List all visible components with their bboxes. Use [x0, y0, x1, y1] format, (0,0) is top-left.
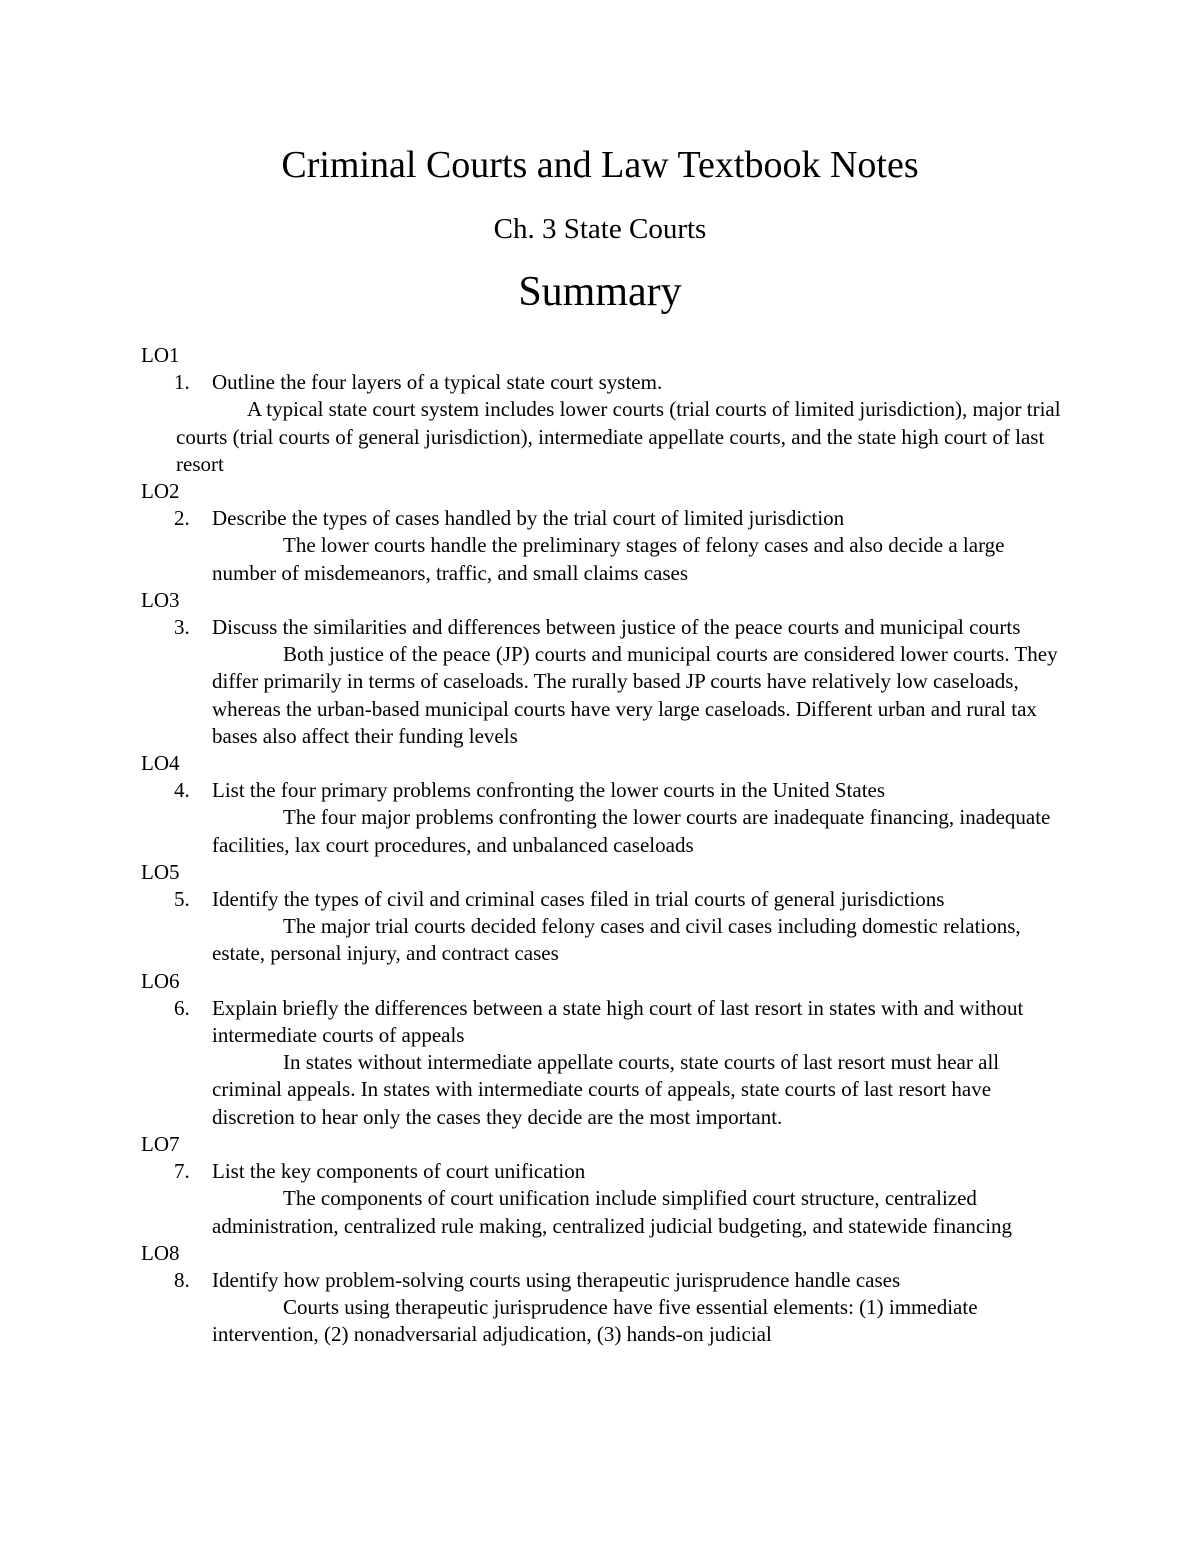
objective-section — [141, 587, 1071, 750]
objective-answer: Both justice of the peace (JP) courts and municipal courts are considered lower courts. They differ primarily in terms of caseloads. The rurally based JP courts have relatively low caseloads, whereas the urban-based municipal courts have very large caseloads. Different urban and rural tax bases also affect their funding levels — [212, 642, 1058, 748]
question-text: Describe the types of cases handled by the trial court of limited jurisdiction — [212, 506, 845, 531]
question-number: 3. — [174, 615, 190, 640]
objective-label: LO8 — [141, 1240, 180, 1265]
objective-answer: In states without intermediate appellate courts, state courts of last resort must hear all criminal appeals. In states with intermediate courts of appeals, state courts of last resort have discretion to hear only the cases they decide are the most important. — [212, 1050, 1000, 1129]
objective-answer: The four major problems confronting the lower courts are inadequate financing, inadequate facilities, lax court procedures, and unbalanced caseloads — [212, 805, 1051, 857]
objective-answer: Courts using therapeutic jurisprudence have five essential elements: (1) immediate intervention, (2) nonadversarial adjudication, (3) hands-on judicial — [212, 1295, 978, 1347]
objective-question — [141, 505, 1071, 532]
objective-section — [141, 859, 1071, 968]
objective-question — [141, 1158, 1071, 1185]
summary-body — [141, 342, 1071, 1349]
question-text: Outline the four layers of a typical state court system. — [212, 370, 663, 395]
question-text: List the key components of court unification — [212, 1159, 586, 1184]
objective-label: LO2 — [141, 479, 180, 504]
objective-answer: The lower courts handle the preliminary stages of felony cases and also decide a large number of misdemeanors, traffic, and small claims cases — [212, 533, 1005, 585]
question-number: 5. — [174, 887, 190, 912]
objective-answer: The components of court unification include simplified court structure, centralized administration, centralized rule making, centralized judicial budgeting, and statewide financing — [212, 1186, 1013, 1238]
question-number: 6. — [174, 995, 190, 1020]
objective-question — [141, 777, 1071, 804]
objective-section — [141, 1131, 1071, 1240]
question-number: 1. — [174, 370, 190, 395]
question-number: 4. — [174, 778, 190, 803]
question-number: 8. — [174, 1267, 190, 1292]
objective-answer: The major trial courts decided felony cases and civil cases including domestic relations, estate, personal injury, and contract cases — [212, 914, 1021, 966]
question-number: 2. — [174, 506, 190, 531]
question-text: Explain briefly the differences between a state high court of last resort in states with and without intermediate courts of appeals — [212, 995, 1024, 1048]
question-text: Identify how problem-solving courts using therapeutic jurisprudence handle cases — [212, 1267, 901, 1292]
objective-label: LO6 — [141, 968, 180, 993]
question-text: Discuss the similarities and differences between justice of the peace courts and municipal courts — [212, 615, 1021, 640]
question-number: 7. — [174, 1159, 190, 1184]
objective-label: LO4 — [141, 751, 180, 776]
objective-question — [141, 369, 1071, 396]
objective-section — [141, 1240, 1071, 1349]
objective-question — [141, 886, 1071, 913]
summary-heading: Summary — [518, 269, 682, 315]
objective-section — [141, 750, 1071, 859]
objective-label: LO1 — [141, 343, 180, 367]
objective-label: LO7 — [141, 1131, 180, 1156]
objective-question — [141, 1267, 1071, 1294]
question-text: Identify the types of civil and criminal cases filed in trial courts of general jurisdictions — [212, 887, 945, 912]
objective-answer: A typical state court system includes lower courts (trial courts of limited jurisdiction), major trial courts (trial courts of general jurisdiction), intermediate appellate courts, and the state high court of last resort — [176, 397, 1061, 476]
objective-section — [141, 968, 1071, 1131]
objective-section — [141, 342, 1071, 478]
objective-question — [141, 614, 1071, 641]
objective-section — [141, 478, 1071, 587]
objective-question — [141, 995, 1071, 1049]
chapter-subtitle: Ch. 3 State Courts — [493, 213, 707, 245]
document-title: Criminal Courts and Law Textbook Notes — [281, 144, 919, 186]
question-text: List the four primary problems confronting the lower courts in the United States — [212, 778, 886, 803]
objective-label: LO3 — [141, 587, 180, 612]
objective-label: LO5 — [141, 859, 180, 884]
